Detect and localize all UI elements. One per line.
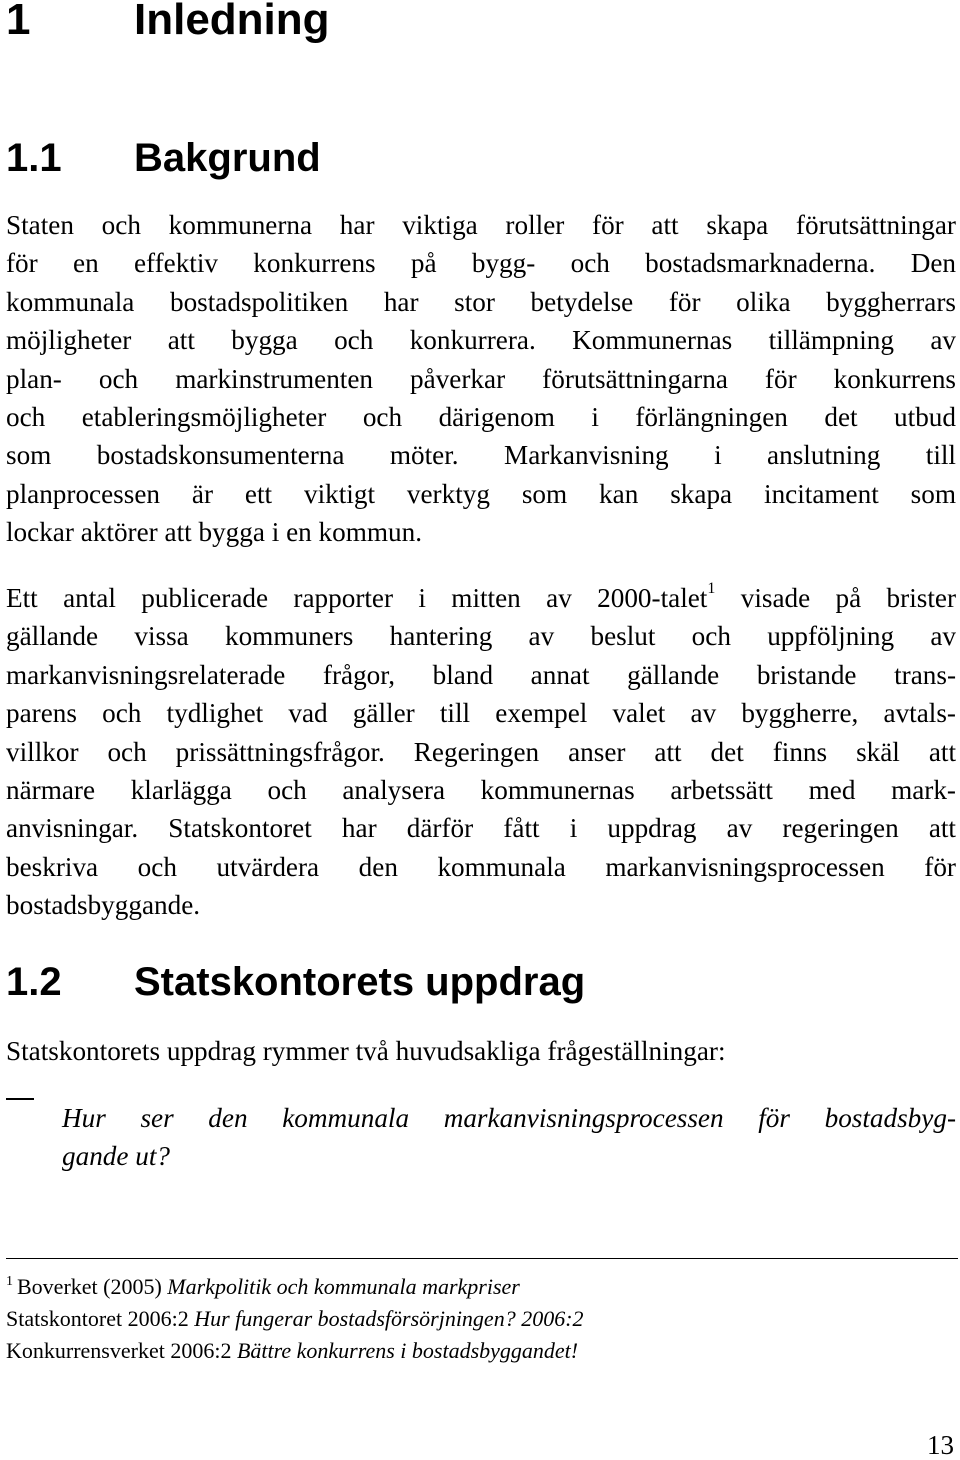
footnote-text: Statskontoret 2006:2 [6, 1306, 195, 1331]
footnote-title: Markpolitik och kommunala markpriser [167, 1274, 520, 1299]
paragraph-line: lockar aktörer att bygga i en kommun. [6, 517, 422, 548]
section-title: Bakgrund [134, 136, 321, 180]
paragraph-line: bostadsbyggande. [6, 890, 201, 921]
footnote-title: Bättre konkurrens i bostadsbyggandet! [236, 1338, 579, 1363]
footnote-reference: 1 [707, 579, 716, 597]
paragraph-line: möjligheter att bygga och konkurrera. Kommunernas tillämpning av [6, 325, 956, 356]
footnote-marker: 1 [6, 1274, 13, 1289]
paragraph-line: gällande vissa kommuners hantering av beslut och uppföljning av [6, 621, 956, 652]
page-number: 13 [927, 1430, 954, 1460]
paragraph-line: som bostadskonsumenterna möter. Markanvisning i anslutning till [6, 440, 956, 471]
paragraph-line: markanvisningsrelaterade frågor, bland annat gällande bristande trans- [6, 659, 956, 690]
paragraph-line: planprocessen är ett viktigt verktyg som kan skapa incitament som [6, 478, 956, 509]
chapter-number: 1 [6, 0, 31, 44]
paragraph-bakgrund-2 [6, 579, 956, 925]
chapter-title: Inledning [134, 0, 330, 44]
footnote-line [6, 1271, 956, 1303]
paragraph-text: visade på brister [715, 583, 957, 613]
paragraph-line: anvisningar. Statskontoret har därför fått i uppdrag av regeringen att [6, 813, 956, 844]
paragraph-line: plan- och markinstrumenten påverkar förutsättningarna för konkurrens [6, 363, 956, 394]
paragraph-bakgrund-1 [6, 206, 956, 552]
paragraph-line: kommunala bostadspolitiken har stor betydelse för olika byggherrars [6, 286, 956, 317]
paragraph-line: och etableringsmöjligheter och därigenom i förlängningen det utbud [6, 401, 956, 432]
bullet-question [62, 1099, 956, 1176]
footnote-line [6, 1303, 956, 1335]
paragraph-line: för en effektiv konkurrens på bygg- och bostadsmarknaderna. Den [6, 248, 956, 279]
footnotes [6, 1271, 956, 1367]
paragraph-line [6, 579, 956, 617]
paragraph-line: villkor och prissättningsfrågor. Regeringen anser att det finns skäl att [6, 736, 956, 767]
footnote-line [6, 1335, 956, 1367]
footnote-title: Hur fungerar bostadsförsörjningen? 2006:2 [194, 1306, 584, 1331]
footnote-text: Boverket (2005) [17, 1274, 168, 1299]
paragraph-text: Ett antal publicerade rapporter i mitten av 2000-talet [6, 583, 708, 613]
dash-bullet-icon [6, 1098, 34, 1100]
section-number: 1.2 [6, 960, 62, 1004]
bullet-line: Hur ser den kommunala markanvisningsprocessen för bostadsbyg- [62, 1103, 956, 1133]
paragraph-line: parens och tydlighet vad gäller till exempel valet av byggherre, avtals- [6, 698, 956, 729]
section-title: Statskontorets uppdrag [134, 960, 586, 1004]
paragraph-line: närmare klarlägga och analysera kommunernas arbetssätt med mark- [6, 774, 956, 805]
paragraph-line: Staten och kommunerna har viktiga roller för att skapa förutsättningar [6, 210, 956, 240]
bullet-line: gande ut? [62, 1141, 170, 1172]
paragraph-line: beskriva och utvärdera den kommunala markanvisningsprocessen för [6, 851, 956, 882]
footnote-divider [6, 1258, 958, 1259]
paragraph-line: Statskontorets uppdrag rymmer två huvudsakliga frågeställningar: [6, 1036, 726, 1066]
footnote-text: Konkurrensverket 2006:2 [6, 1338, 237, 1363]
section-number: 1.1 [6, 136, 62, 180]
paragraph-uppdrag-intro [6, 1032, 956, 1070]
